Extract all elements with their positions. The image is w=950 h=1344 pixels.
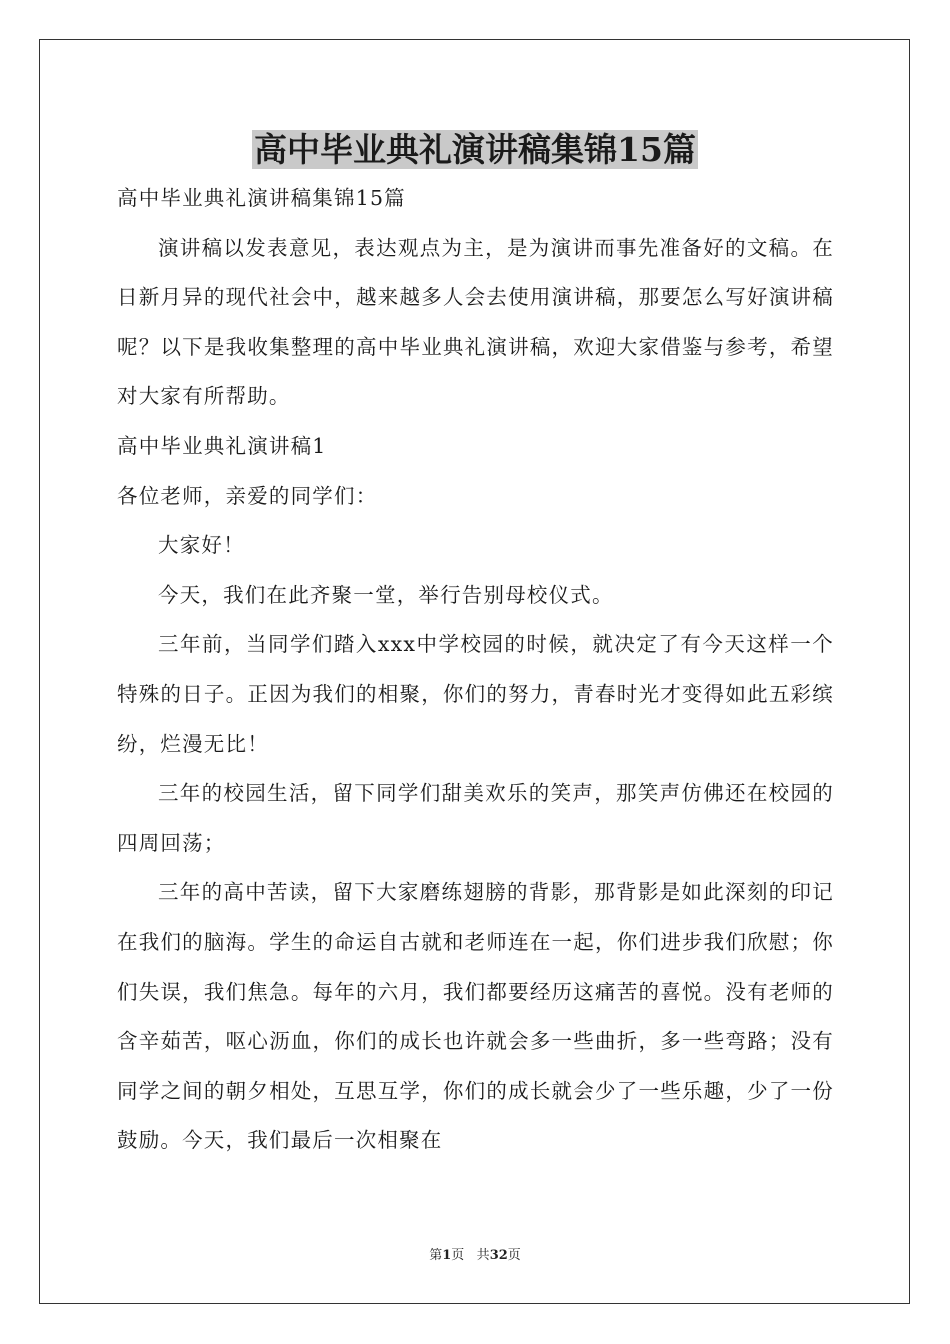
document-body — [117, 174, 834, 1166]
page-number: 1 — [442, 1248, 452, 1263]
total-pages: 32 — [489, 1248, 508, 1263]
page-label-prefix: 第 — [429, 1248, 443, 1263]
total-label-suffix: 页 — [507, 1248, 521, 1263]
paragraph-body: 三年前，当同学们踏入xxx中学校园的时候，就决定了有今天这样一个特殊的日子。正因为我们的相聚，你们的努力，青春时光才变得如此五彩缤纷，烂漫无比！ — [117, 632, 834, 756]
total-label-prefix: 共 — [476, 1248, 490, 1263]
document-title — [0, 128, 950, 172]
page-label-suffix: 页 — [451, 1248, 465, 1263]
paragraph-subtitle: 高中毕业典礼演讲稿集锦15篇 — [117, 186, 406, 210]
document-title-text: 高中毕业典礼演讲稿集锦15篇 — [254, 130, 696, 169]
section-heading: 高中毕业典礼演讲稿1 — [117, 433, 327, 458]
paragraph-body: 三年的高中苦读，留下大家磨练翅膀的背影，那背影是如此深刻的印记在我们的脑海。学生的命运自古就和老师连在一起，你们进步我们欣慰；你们失误，我们焦急。每年的六月，我们都要经历这痛苦的喜悦。没有老师的含辛茹苦，呕心沥血，你们的成长也许就会多一些曲折，多一些弯路；没有同学之间的朝夕相处，互思互学，你们的成长就会少了一些乐趣，少了一份鼓励。今天，我们最后一次相聚在 — [117, 880, 834, 1153]
paragraph-greeting: 大家好！ — [158, 533, 245, 558]
paragraph-intro: 演讲稿以发表意见，表达观点为主，是为演讲而事先准备好的文稿。在日新月异的现代社会中，越来越多人会去使用演讲稿，那要怎么写好演讲稿呢？以下是我收集整理的高中毕业典礼演讲稿，欢迎大家借鉴与参考，希望对大家有所帮助。 — [117, 235, 834, 409]
paragraph-body: 今天，我们在此齐聚一堂，举行告别母校仪式。 — [158, 582, 614, 607]
page-footer — [0, 1247, 950, 1265]
paragraph-salutation: 各位老师，亲爱的同学们： — [117, 483, 378, 508]
paragraph-body: 三年的校园生活，留下同学们甜美欢乐的笑声，那笑声仿佛还在校园的四周回荡； — [117, 781, 834, 855]
